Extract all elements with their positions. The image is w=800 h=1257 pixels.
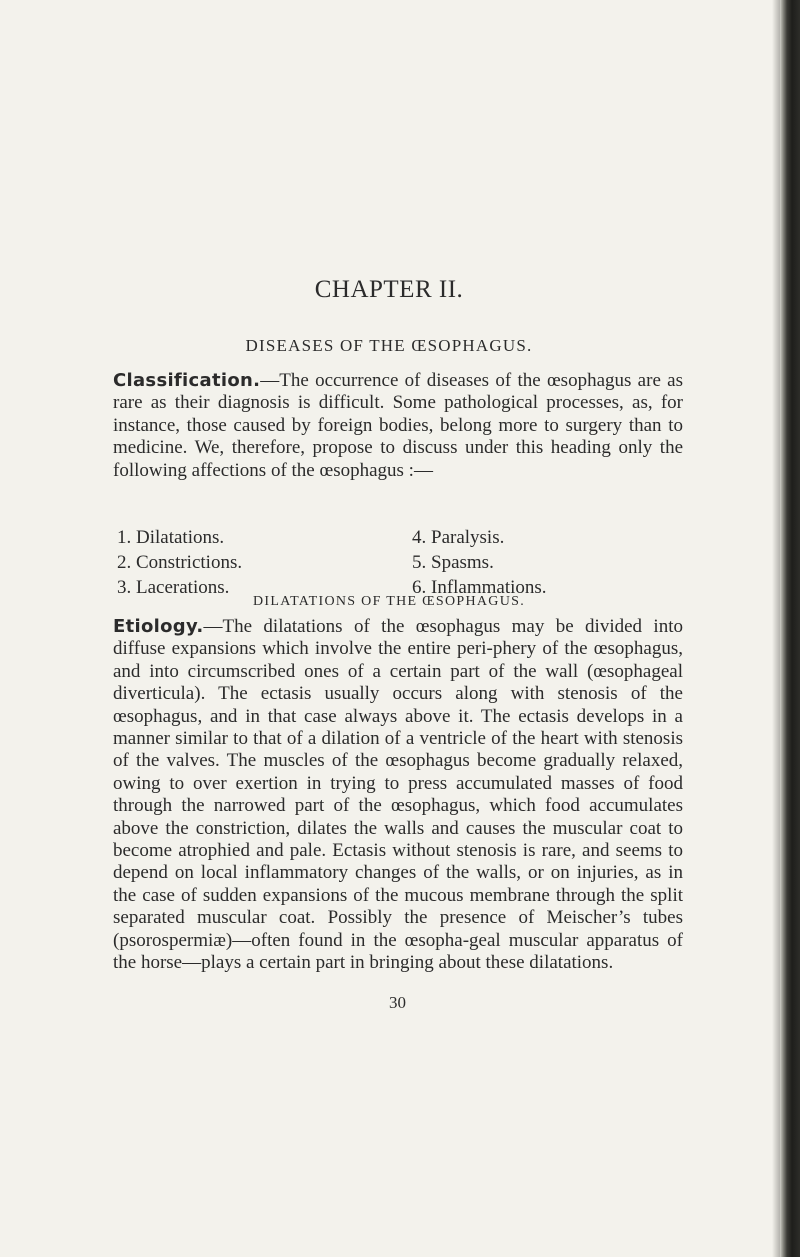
etiology-paragraph (113, 616, 683, 975)
classification-run-in-heading: Classification. (113, 370, 261, 391)
list-item: 3. Lacerations. (117, 577, 230, 598)
etiology-run-in-heading: Etiology. (113, 616, 204, 637)
page-edge-shadow (780, 0, 800, 1257)
chapter-title: CHAPTER II. (314, 276, 464, 303)
classification-text: —The occurrence of diseases of the œsophagus are as rare as their diagnosis is difficult. Some pathological processes, as, for instance, those caused by foreign bodies, belong more to surgery than to medicine. We, therefore, propose to discuss under this heading only the following affections of the œsophagus :— (113, 370, 683, 481)
list-item: 1. Dilatations. (117, 527, 225, 548)
classification-paragraph (113, 370, 683, 482)
list-item: 6. Inflammations. (412, 577, 547, 598)
list-item: 5. Spasms. (412, 552, 494, 573)
section-heading: DILATATIONS OF THE ŒSOPHAGUS. (252, 594, 525, 609)
page-number: 30 (389, 993, 406, 1012)
list-item: 2. Constrictions. (117, 552, 243, 573)
affections-list-right (412, 525, 547, 600)
list-item: 4. Paralysis. (412, 527, 505, 548)
etiology-text: —The dilatations of the œsophagus may be divided into diffuse expansions which involve the entire peri-phery of the œsophagus, and into circumscribed ones of a certain part of the wall (œsophageal diverticula). The ectasis usually occurs along with stenosis of the œsophagus, and in that case always above it. The ectasis develops in a manner similar to that of a dilation of a ventricle of the heart with stenosis of the valves. The muscles of the œsophagus become gradually relaxed, owing to over exertion in trying to press accumulated masses of food through the narrowed part of the œsophagus, which food accumulates above the constriction, dilates the walls and causes the muscular coat to become atrophied and pale. Ectasis without stenosis is rare, and seems to depend on local inflammatory changes of the walls, or on injuries, as in the case of sudden expansions of the mucous membrane through the split separated muscular coat. Possibly the presence of Meischer’s tubes (psorospermiæ)—often found in the œsopha-geal muscular apparatus of the horse—plays a certain part in bringing about these dilatations. (113, 616, 683, 974)
chapter-subtitle: DISEASES OF THE ŒSOPHAGUS. (245, 336, 533, 355)
affections-list-left (117, 525, 242, 600)
